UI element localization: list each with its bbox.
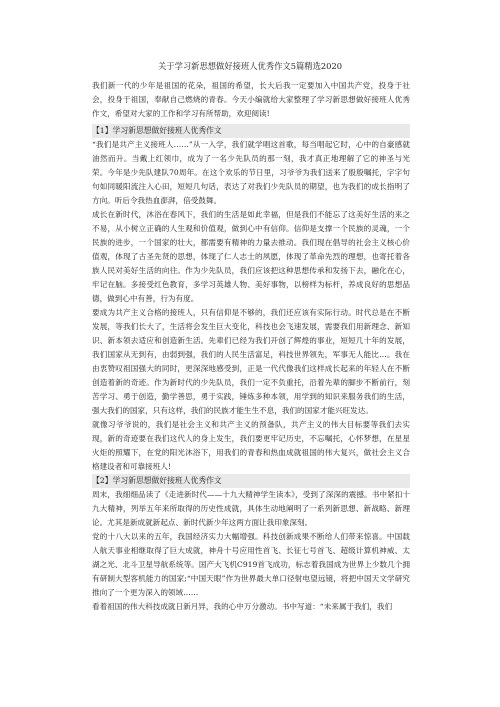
section-1 — [92, 124, 410, 474]
section-2 — [92, 474, 410, 614]
section-paragraph: 看着祖国的伟大科技成就日新月异，我的心中万分激动。书中写道：“未来属于我们，我们 — [92, 602, 393, 611]
section-paragraph: “我们是共产主义接班人……”从一入学，我们就学唱这首歌，每当唱起它时，心中的自豪感就油然而升。当戴上红领巾，成为了一名少先队员的那一刻，我才真正地理解了它的神圣与光荣。今年是少先队建队70周年。在这个欢乐的节日里，习爷爷为我们送来了殷殷嘱托，字字句句如同暖阳流注入心田，短短几句话，表达了对我们少先队员的期望，也为我们的成长指明了方向。听后令我热血澎湃，倍受鼓舞。 — [92, 140, 410, 205]
section-heading: 【2】学习新思想做好接班人优秀作文 — [92, 474, 410, 488]
section-heading: 【1】学习新思想做好接班人优秀作文 — [92, 124, 410, 138]
section-paragraph: 周末，我细细品读了《走进新时代——十九大精神学生读本》，受到了深深的震撼。书中紧扣十九大精神，列举五年来所取得的历史性成就，具体生动地阐明了一系列新思想、新战略、新理论。尤其是新成就新起点、新时代新少年这两方面让我印象深刻。 — [92, 490, 410, 527]
section-paragraph: 成长在新时代，沐浴在春风下，我们的生活是如此幸福，但是我们不能忘了这美好生活的来之不易，从小树立正确的人生观和价值观，做到心中有信仰。信仰是支撑一个民族的灵魂，一个民族的进步，一个国家的壮大，都需要有精神的力量去推动。我们现在倡导的社会主义核心价值观，体现了古圣先贤的思想，体现了仁人志士的夙愿，体现了革命先烈的理想，也寄托着各族人民对美好生活的向往。作为少先队员，我们应该把这种思想传承和发扬下去，融化在心，牢记在脑。多接受红色教育，多学习英雄人物、美好事物，以榜样为标杆，养成良好的思想品德，做到心中有善，行为有度。 — [92, 210, 410, 303]
intro-paragraph: 我们新一代的少年是祖国的花朵，祖国的希望，长大后我一定要加入中国共产党，投身于社会，投身于祖国，奉献自己燃烧的青春。今天小编就给大家整理了学习新思想做好接班人优秀作文，希望对大家的工作和学习有所帮助，欢迎阅读! — [92, 81, 410, 118]
section-paragraph: 要成为共产主义合格的接班人，只有信仰是不够的，我们还应该有实际行动。时代总是在不断发展，等我们长大了，生活将会发生巨大变化，科技也会飞速发展，需要我们用新理念、新知识、新本领去适应和创造新生活。先辈们已经为我们开创了辉煌的事业，短短几十年的发展，我们国家从无到有，由弱到强，我们的人民生活富足，科技世界领先，军事无人能比…。我在由衷赞叹祖国强大的同时，更深深地感受到，正是一代代像我们这样成长起来的年轻人在不断创造着新的奇迹。作为新时代的少先队员，我们一定不负重托，沿着先辈的脚步不断前行，刻苦学习、勇于创造，勤学善思，勇于实践，锤炼多种本领，用学到的知识来服务我们的生活，强大我们的国家，只有这样，我们的民族才能生生不息，我们的国家才能兴旺发达。 — [92, 308, 410, 415]
section-paragraph: 党的十八大以来的五年，我国经济实力大幅增强。科技创新成果不断给人们带来惊喜。中国载人航天事业相继取得了巨大成就，神舟十号应用性首飞、长征七号首飞、超级计算机神威、太湖之光、北斗卫星导航系统等。国产大飞机C919首飞成功，标志着我国成为世界上少数几个拥有研制大型客机能力的国家;“中国天眼”作为世界最大单口径射电望远镜，将把中国天文学研究推向了一个更为深入的领域…… — [92, 532, 410, 597]
document-title: 关于学习新思想做好接班人优秀作文5篇精选2020 — [157, 61, 343, 71]
section-paragraph: 就像习爷爷说的，我们是社会主义和共产主义的预备队，共产主义的伟大目标要等我们去实现，新的奇迹要在我们这代人的身上发生，我们要更牢记历史，不忘嘱托，心怀梦想，在星星火炬的照耀下，在党的阳光沐浴下，用我们的青春和热血成就祖国的伟大复兴，做社会主义合格建设者和可靠接班人! — [92, 420, 410, 471]
document-body — [92, 79, 410, 614]
